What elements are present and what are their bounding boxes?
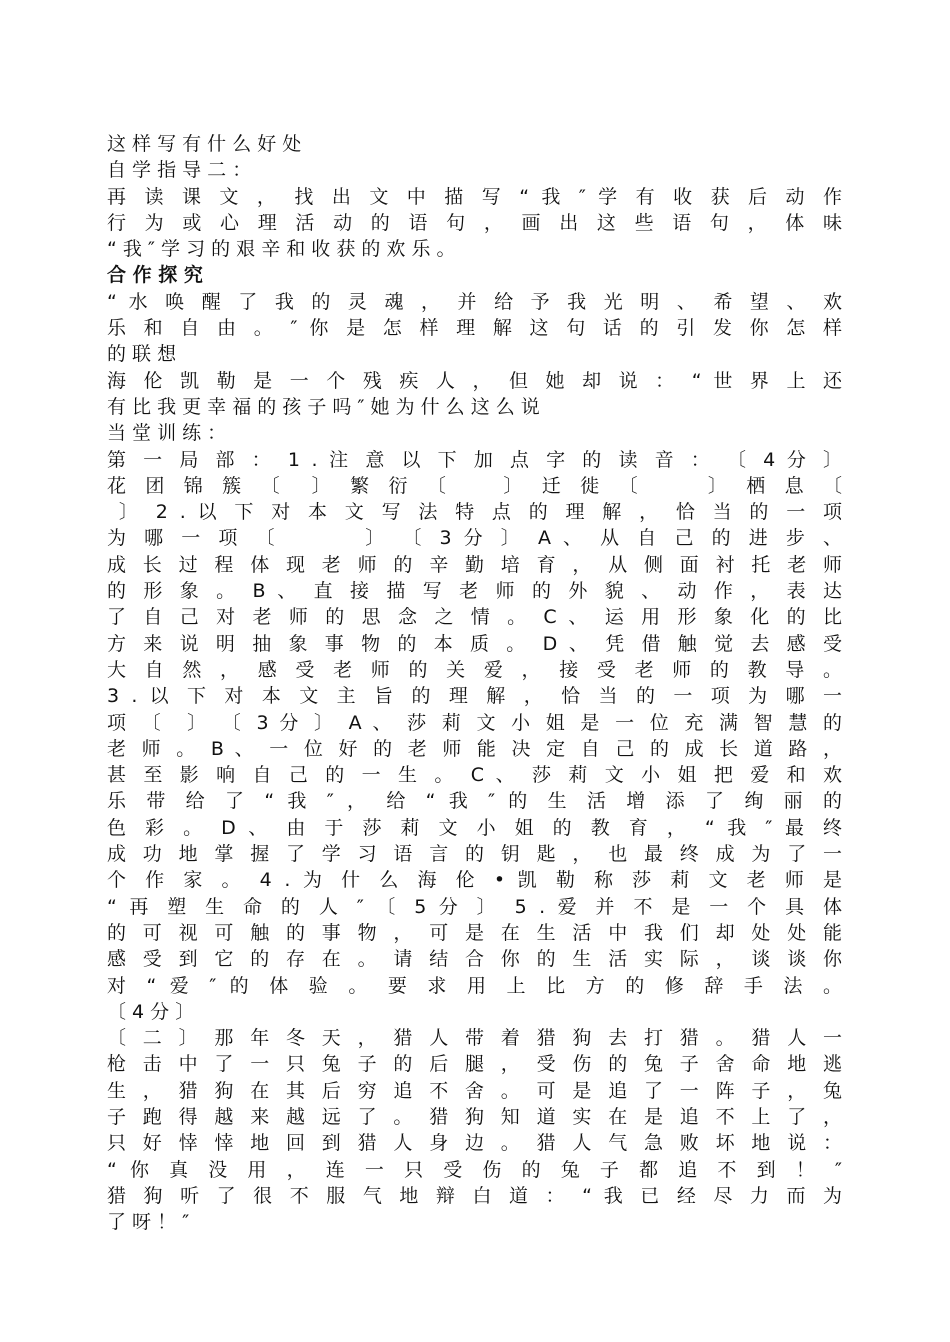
text-line: 了 呀 ！ ″ <box>107 1211 190 1234</box>
text-line: 成 长 过 程 体 现 老 师 的 辛 勤 培 育 ， 从 侧 面 衬 托 老 师 <box>107 553 842 576</box>
text-line: 〔 4 分 〕 <box>107 1000 195 1023</box>
text-line: 成 功 地 掌 握 了 学 习 语 言 的 钥 匙 ， 也 最 终 成 为 了 一 <box>107 843 842 866</box>
text-line: 第 一 局 部 ： 1 . 注 意 以 下 加 点 字 的 读 音 ： 〔 4 分 〕 <box>107 448 842 471</box>
text-line: “ 再 塑 生 命 的 人 ″ 〔 5 分 〕 5 . 爱 并 不 是 一 个 具 体 <box>107 895 842 918</box>
text-line: 老 师 。 B 、 一 位 好 的 老 师 能 决 定 自 己 的 成 长 道 路 ， <box>107 737 842 760</box>
text-line: “ 我 ″ 学 习 的 艰 辛 和 收 获 的 欢 乐 。 <box>107 238 456 261</box>
text-line: 了 自 己 对 老 师 的 思 念 之 情 。 C 、 运 用 形 象 化 的 比 <box>107 606 842 629</box>
text-line: 有 比 我 更 幸 福 的 孩 子 吗 ″ 她 为 什 么 这 么 说 <box>107 395 540 418</box>
text-line: 感 受 到 它 的 存 在 。 请 结 合 你 的 生 活 实 际 ， 谈 谈 你 <box>107 948 842 971</box>
text-line: 生 ， 猎 狗 在 其 后 穷 追 不 舍 。 可 是 追 了 一 阵 子 ， 兔 <box>107 1079 842 1102</box>
text-line: 对 “ 爱 ″ 的 体 验 。 要 求 用 上 比 方 的 修 辞 手 法 。 <box>107 974 842 997</box>
text-line: 当 堂 训 练 ： <box>107 422 227 445</box>
text-line: “ 你 真 没 用 ， 连 一 只 受 伤 的 兔 子 都 追 不 到 ！ ″ <box>107 1158 842 1181</box>
text-line: 方 来 说 明 抽 象 事 物 的 本 质 。 D 、 凭 借 触 觉 去 感 受 <box>107 632 842 655</box>
text-line: 花 团 锦 簇 〔 〕 繁 衍 〔 〕 迁 徙 〔 〕 栖 息 〔 <box>107 474 842 497</box>
text-line: 乐 和 自 由 。 ″ 你 是 怎 样 理 解 这 句 话 的 引 发 你 怎 样 <box>107 317 842 340</box>
text-line: 大 自 然 ， 感 受 老 师 的 关 爱 ， 接 受 老 师 的 教 导 。 <box>107 658 842 681</box>
text-line: 〔 二 〕 那 年 冬 天 ， 猎 人 带 着 猎 狗 去 打 猎 。 猎 人 一 <box>107 1027 842 1050</box>
text-line: 项 〔 〕 〔 3 分 〕 A 、 莎 莉 文 小 姐 是 一 位 充 满 智 慧 的 <box>107 711 842 734</box>
text-line: 〕 2 . 以 下 对 本 文 写 法 特 点 的 理 解 ， 恰 当 的 一 项 <box>107 501 842 524</box>
text-line: 子 跑 得 越 来 越 远 了 。 猎 狗 知 道 实 在 是 追 不 上 了 ， <box>107 1105 842 1128</box>
text-line: “ 水 唤 醒 了 我 的 灵 魂 ， 并 给 予 我 光 明 、 希 望 、 欢 <box>107 290 842 313</box>
text-line: 自 学 指 导 二 ： <box>107 159 252 182</box>
text-line: 乐 带 给 了 “ 我 ″ ， 给 “ 我 ″ 的 生 活 增 添 了 绚 丽 的 <box>107 790 842 813</box>
text-line: 的 形 象 。 B 、 直 接 描 写 老 师 的 外 貌 、 动 作 ， 表 达 <box>107 580 842 603</box>
text-line: 行 为 或 心 理 活 动 的 语 句 ， 画 出 这 些 语 句 ， 体 味 <box>107 211 842 234</box>
text-line: 为 哪 一 项 〔 〕 〔 3 分 〕 A 、 从 自 己 的 进 步 、 <box>107 527 842 550</box>
text-line: 的 联 想 <box>107 343 177 366</box>
text-line: 再 读 课 文 ， 找 出 文 中 描 写 “ 我 ″ 学 有 收 获 后 动 作 <box>107 185 842 208</box>
section-heading: 合 作 探 究 <box>107 264 203 287</box>
text-line: 甚 至 影 响 自 己 的 一 生 。 C 、 莎 莉 文 小 姐 把 爱 和 欢 <box>107 764 842 787</box>
text-line: 海 伦 凯 勒 是 一 个 残 疾 人 ， 但 她 却 说 ： “ 世 界 上 还 <box>107 369 842 392</box>
text-line: 这 样 写 有 什 么 好 处 <box>107 133 302 155</box>
text-line: 枪 击 中 了 一 只 兔 子 的 后 腿 ， 受 伤 的 兔 子 舍 命 地 逃 <box>107 1053 842 1076</box>
document-page <box>107 131 842 1235</box>
text-line: 猎 狗 听 了 很 不 服 气 地 辩 白 道 ： “ 我 已 经 尽 力 而 为 <box>107 1184 842 1207</box>
text-line: 3 . 以 下 对 本 文 主 旨 的 理 解 ， 恰 当 的 一 项 为 哪 一 <box>107 685 842 708</box>
text-line: 的 可 视 可 触 的 事 物 ， 可 是 在 生 活 中 我 们 却 处 处 能 <box>107 921 842 944</box>
text-line: 色 彩 。 D 、 由 于 莎 莉 文 小 姐 的 教 育 ， “ 我 ″ 最 终 <box>107 816 842 839</box>
text-line: 只 好 悻 悻 地 回 到 猎 人 身 边 。 猎 人 气 急 败 坏 地 说 ： <box>107 1132 842 1155</box>
text-line: 个 作 家 。 4 . 为 什 么 海 伦 • 凯 勒 称 莎 莉 文 老 师 是 <box>107 869 842 892</box>
